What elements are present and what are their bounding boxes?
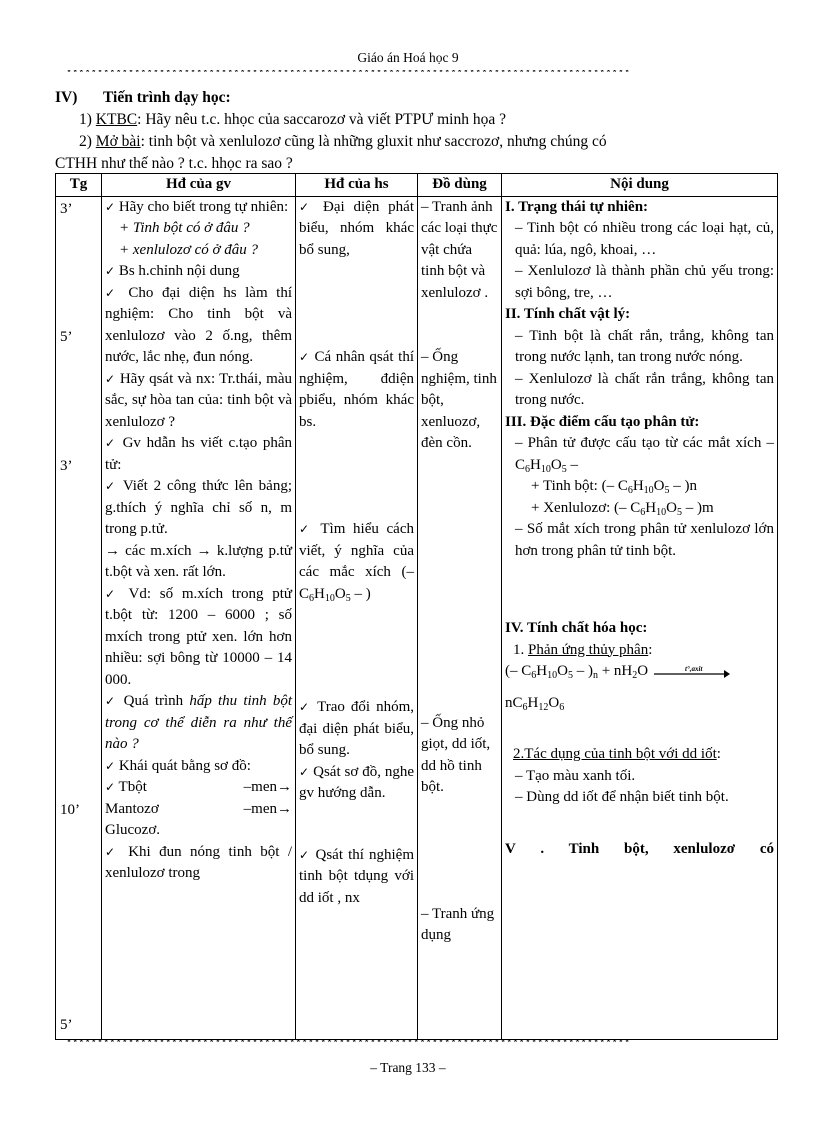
spacer — [421, 799, 498, 904]
hs-text: – ) — [350, 585, 371, 602]
reaction-arrow-icon — [652, 664, 730, 680]
formula-label: + Tinh bột: (– C — [531, 478, 628, 494]
formula-cellulose — [505, 498, 774, 520]
nd-para — [505, 433, 774, 476]
hs-text: Qsát sơ đồ, nghe gv hướng dẫn. — [299, 763, 414, 801]
sub-title: 2.Tác dụng của tinh bột với dd iốt — [513, 746, 717, 762]
spacer — [299, 805, 414, 845]
subscript: 6 — [627, 485, 633, 496]
arrow-condition-label: t°,axit — [684, 664, 703, 673]
hs-text: Đại diện phát biểu, nhóm khác bổ sung, — [299, 198, 414, 258]
hs-text: Cá nhân qsát thí nghiệm, đdiện pbiểu, nhóm khác bs. — [299, 349, 415, 430]
nd-text: – Phân tử được cấu tạo từ các mắt xích – C — [515, 435, 774, 473]
gv-item — [105, 283, 292, 369]
gv-cell — [102, 196, 296, 1039]
gv-item — [105, 756, 292, 778]
hs-text: Trao đổi nhóm, đại diện phát biểu, bổ sung. — [299, 699, 414, 758]
gv-item — [105, 369, 292, 434]
hs-item — [299, 697, 414, 762]
hs-item — [299, 347, 414, 433]
check-icon: ✓ — [105, 264, 116, 278]
hs-text: Qsát thí nghiệm tinh bột tdụng với dd iốt , nx — [299, 846, 415, 906]
gv-text: Bs h.chỉnh nội dung — [118, 263, 240, 279]
check-icon: ✓ — [299, 847, 311, 862]
page-number: – Trang 133 – — [370, 1060, 446, 1075]
intro-item-2-cont: CTHH như thế nào ? t.c. hhọc ra sao ? — [55, 155, 293, 172]
subscript: 5 — [345, 592, 351, 604]
hydrolysis-equation — [505, 661, 774, 683]
item1-number: 1) — [79, 111, 92, 128]
table-row — [56, 196, 778, 1039]
subscript: 10 — [656, 506, 667, 518]
section-heading — [55, 87, 785, 109]
nd-text: H — [530, 456, 541, 473]
subscript: 5 — [561, 463, 567, 475]
subscript: 5 — [676, 506, 682, 518]
hs-item — [299, 197, 414, 262]
subscript: 6 — [531, 670, 537, 681]
nd-para: – Dùng dd iốt để nhận biết tinh bột. — [515, 789, 729, 805]
check-icon: ✓ — [105, 199, 116, 214]
check-icon: ✓ — [299, 199, 315, 214]
col-header-gv: Hđ của gv — [102, 174, 296, 197]
check-icon: ✓ — [105, 436, 117, 450]
subscript: n — [592, 670, 598, 681]
gv-text: Cho đại diện hs làm thí nghiệm: Cho tinh bột và xenlulozơ vào 2 ố.ng, thêm nước, lắc nhẹ, đun nóng. — [105, 284, 292, 365]
dd-item: – Ống nhỏ giọt, dd iốt, dd hồ tinh bột. — [421, 714, 491, 795]
gv-item — [105, 433, 292, 476]
gv-item — [105, 197, 292, 219]
col-header-hs: Hđ của hs — [296, 174, 418, 197]
hs-item — [299, 762, 414, 805]
spacer — [505, 562, 774, 618]
intro-item-2 — [55, 131, 785, 153]
gv-item — [105, 476, 292, 541]
spacer — [505, 714, 774, 744]
subscript: 10 — [540, 463, 551, 475]
nd-cell — [502, 196, 778, 1039]
eq-text: O — [637, 663, 649, 679]
gv-item — [105, 584, 292, 692]
gv-text: Quá trình — [123, 693, 190, 709]
eq-text: (– C — [505, 663, 532, 679]
eq-text: H — [536, 663, 548, 679]
nd-subheading: 1. Phản ứng thủy phân: — [513, 641, 653, 658]
hs-text: Tìm hiểu cách viết, ý nghĩa của các mắc xích (– C — [299, 521, 414, 602]
check-icon: ✓ — [299, 764, 310, 779]
subscript: 10 — [643, 485, 654, 496]
gv-text: Hãy qsát và nx: Tr.thái, màu sắc, sự hòa tan của: tinh bột và xenlulozơ ? — [105, 370, 292, 430]
intro-item-1 — [55, 109, 785, 131]
gv-sub: + Tinh bột có ở đâu ? — [119, 220, 250, 236]
spacer — [505, 809, 774, 839]
hs-item — [299, 519, 414, 605]
dd-cell — [418, 196, 502, 1039]
check-icon: ✓ — [299, 700, 312, 714]
lesson-plan-table — [55, 173, 778, 1040]
col-header-dd: Đồ dùng — [418, 174, 502, 197]
eq-text: – ) — [572, 663, 593, 679]
subscript: 2 — [632, 670, 638, 681]
eq-text: nC — [505, 694, 523, 711]
nd-heading: II. Tính chất vật lý: — [505, 306, 631, 322]
eq-text: O — [557, 663, 568, 679]
gv-text: Gv hdẫn hs viết c.tạo phân tử: — [105, 435, 292, 473]
nd-para: – Số mắt xích trong phân tử xenlulozơ lớn hơn trong phân tử tinh bột. — [515, 521, 774, 559]
nd-heading: V . Tinh bột, xenlulozơ có — [505, 840, 774, 857]
subscript: 10 — [324, 592, 335, 604]
hydrolysis-product — [505, 693, 774, 715]
gv-text: Khái quát bằng sơ đồ: — [118, 757, 251, 774]
eq-text: H — [527, 694, 539, 711]
scheme-arrow: –men→ — [243, 800, 292, 817]
nd-heading: I. Trạng thái tự nhiên: — [505, 198, 649, 215]
hs-item — [299, 845, 414, 910]
scheme-term: Mantozơ — [105, 800, 159, 817]
scheme-line — [105, 799, 292, 821]
subscript: 6 — [522, 701, 528, 713]
spacer — [421, 304, 498, 347]
nd-text: – — [566, 456, 578, 473]
nd-heading: III. Đặc điểm cấu tạo phân tử: — [505, 413, 700, 430]
scheme-term: Tbột — [118, 779, 147, 795]
dd-item: – Tranh ứng dụng — [421, 905, 495, 943]
formula-starch — [505, 476, 774, 498]
tg-mark: 3’ — [60, 200, 73, 217]
scheme-arrow: –men→ — [243, 779, 292, 795]
hs-text: O — [334, 585, 346, 602]
gv-item — [105, 842, 292, 885]
spacer — [421, 455, 498, 713]
nd-heading: IV. Tính chất hóa học: — [505, 620, 648, 636]
section-number: IV) — [55, 89, 78, 106]
spacer — [299, 605, 414, 697]
hs-text: H — [314, 585, 325, 602]
subscript: 5 — [567, 670, 573, 681]
item1-text: : Hãy nêu t.c. hhọc của saccarozơ và viết PTPƯ minh họa ? — [137, 111, 506, 128]
section-title: Tiến trình dạy học: — [103, 89, 231, 106]
nd-text: O — [653, 478, 665, 494]
subscript: 6 — [640, 506, 646, 518]
check-icon: ✓ — [299, 350, 310, 364]
eq-text: + nH — [597, 663, 633, 679]
tg-mark: 5’ — [60, 1016, 73, 1033]
check-icon: ✓ — [105, 844, 120, 859]
subscript: 6 — [559, 701, 565, 713]
dd-item: – Ống nghiệm, tinh bột, xenluozơ, đèn cồn. — [421, 349, 497, 451]
item2-text: : tinh bột và xenlulozơ cũng là những gluxit như saccrozơ, nhưng chúng có — [140, 133, 607, 150]
subscript: 10 — [547, 670, 558, 681]
subscript: 12 — [538, 701, 549, 713]
spacer — [299, 261, 414, 347]
gv-item — [105, 691, 292, 756]
scheme-line — [105, 777, 292, 799]
item1-label: KTBC — [95, 111, 138, 128]
check-icon: ✓ — [105, 694, 118, 708]
check-icon: ✓ — [299, 522, 313, 536]
gv-sub: + xenlulozơ có ở đâu ? — [119, 241, 259, 258]
subscript: 5 — [664, 485, 670, 496]
tg-mark: 10’ — [60, 801, 80, 818]
nd-text: H — [632, 478, 644, 494]
check-icon: ✓ — [105, 780, 116, 794]
formula-label: + Xenlulozơ: (– C — [531, 499, 641, 516]
gv-item — [105, 261, 292, 283]
dd-item: – Tranh ảnh các loại thực vật chứa tinh bột và xenlulozơ . — [421, 198, 498, 301]
star-divider-top: ******************************************************************************************* — [66, 70, 631, 80]
subscript: 6 — [309, 592, 315, 604]
check-icon: ✓ — [105, 371, 116, 386]
spacer — [299, 433, 414, 519]
star-divider-bottom: ******************************************************************************************* — [66, 1040, 631, 1050]
sub-title: Phản ứng thủy phân — [528, 641, 649, 658]
gv-italic-text: hấp thu tinh bột trong cơ thể diễn ra như thế nào ? — [105, 693, 293, 752]
gv-text: Viết 2 công thức lên bảng; g.thích ý nghĩa chỉ số n, m trong p.tử. — [105, 478, 292, 537]
nd-text: H — [645, 499, 657, 516]
subscript: 6 — [525, 463, 531, 475]
check-icon: ✓ — [105, 479, 118, 493]
gv-text: Vd: số m.xích trong ptử t.bột từ: 1200 – 6000 ; số mxích trong ptử xen. lớn hơn nhiều: sợi bông từ 10000 – 14 000. — [105, 585, 292, 688]
item2-number: 2) — [79, 133, 92, 150]
eq-text: O — [548, 694, 560, 711]
check-icon: ✓ — [105, 285, 120, 300]
spacer — [505, 683, 774, 693]
tg-mark: 3’ — [60, 457, 73, 474]
nd-para: – Xenlulozơ là chất rắn trắng, không tan trong nước. — [515, 370, 774, 408]
intro-section — [55, 87, 785, 175]
gv-text: → các m.xích → k.lượng p.tử t.bột và xen. rất lớn. — [105, 542, 292, 580]
check-icon: ✓ — [105, 758, 116, 773]
item2-label: Mở bài — [95, 133, 141, 150]
nd-text: O — [666, 499, 677, 516]
tg-cell — [56, 196, 102, 1039]
sub-number: 1. — [513, 641, 528, 658]
col-header-nd: Nội dung — [502, 174, 778, 197]
table-header-row — [56, 174, 778, 197]
nd-text: O — [550, 456, 562, 473]
col-header-tg: Tg — [56, 174, 102, 197]
nd-para: – Tinh bột có nhiều trong các loại hạt, củ, quả: lúa, ngô, khoai, … — [515, 220, 774, 258]
hs-cell — [296, 196, 418, 1039]
formula-tail: – )n — [669, 478, 698, 494]
gv-text: Hãy cho biết trong tự nhiên: — [118, 198, 289, 215]
sub-colon: : — [716, 746, 721, 762]
gv-text: Khi đun nóng tinh bột / xenlulozơ trong — [105, 843, 293, 881]
header-title: Giáo án Hoá học 9 — [357, 50, 459, 65]
check-icon: ✓ — [105, 586, 121, 601]
formula-tail: – )m — [681, 499, 714, 516]
nd-para: – Tạo màu xanh tối. — [515, 767, 636, 784]
scheme-term: Glucozơ. — [105, 822, 160, 838]
nd-para: – Tinh bột là chất rắn, trắng, không tan trong nước lạnh, tan trong nước nóng. — [515, 327, 774, 365]
nd-para: – Xenlulozơ là thành phần chủ yếu trong: sợi bông, tre, … — [515, 263, 774, 301]
tg-mark: 5’ — [60, 328, 73, 345]
nd-subheading — [505, 744, 774, 766]
